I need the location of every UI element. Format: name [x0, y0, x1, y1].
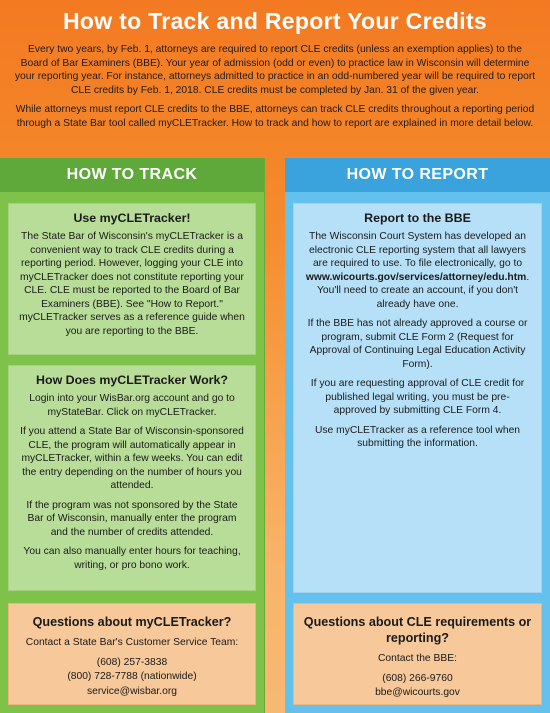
report-bbe-box — [293, 203, 542, 593]
how-tracker-p2: If you attend a State Bar of Wisconsin-sponsored CLE, the program will automatically appear in myCLETracker, within a few weeks. You can edit the entry depending on the number of hours you attended. — [20, 426, 244, 491]
report-heading: HOW TO REPORT — [285, 158, 550, 192]
tracker-questions-box — [8, 603, 256, 705]
use-tracker-text: The State Bar of Wisconsin's myCLETracker is a convenient way to track CLE credits during a reporting period. However, logging your CLE into myCLETracker does not constitute reporting your CLE. CLE must be reported to the Board of Bar Examiners (BBE). See "How to Report." myCLETracker serves as a reference guide when you are reporting to the BBE. — [19, 231, 245, 337]
report-bbe-p1 — [304, 230, 531, 311]
tracker-contact-line: Contact a State Bar's Customer Service Team: — [25, 637, 239, 648]
how-tracker-title: How Does myCLETracker Work? — [36, 373, 228, 387]
columns — [0, 158, 550, 713]
track-column — [0, 158, 265, 713]
use-tracker-title: Use myCLETracker! — [73, 211, 191, 225]
tracker-email[interactable]: service@wisbar.org — [87, 685, 177, 697]
report-bbe-p3: If you are requesting approval of CLE credit for published legal writing, you must be pre-approved by submitting CLE Form 4. — [310, 378, 525, 416]
track-heading: HOW TO TRACK — [0, 158, 264, 192]
report-contact-line: Contact the BBE: — [378, 653, 457, 664]
how-tracker-p3: If the program was not sponsored by the State Bar of Wisconsin, manually enter the program and the number of credits attended. — [26, 499, 238, 538]
report-bbe-p2: If the BBE has not already approved a course or program, submit CLE Form 2 (Request for Approval of Continuing Legal Education Activity Form). — [307, 318, 528, 370]
report-questions-box — [293, 603, 542, 705]
intro-paragraph-2: While attorneys must report CLE credits to the BBE, attorneys can track CLE credits throughout a reporting period through a State Bar tool called myCLETracker. How to track and how to report are explained in more detail below. — [15, 104, 535, 129]
use-tracker-box — [8, 203, 256, 355]
report-email[interactable]: bbe@wicourts.gov — [375, 687, 460, 698]
report-bbe-title: Report to the BBE — [364, 211, 471, 225]
header — [0, 0, 550, 131]
tracker-questions-title: Questions about myCLETracker? — [32, 615, 232, 629]
report-column — [285, 158, 550, 713]
how-tracker-p1: Login into your WisBar.org account and go to myStateBar. Click on myCLETracker. — [29, 393, 235, 418]
report-bbe-p4: Use myCLETracker as a reference tool when submitting the information. — [314, 424, 521, 449]
tracker-phone-2: (800) 728-7788 (nationwide) — [67, 671, 197, 682]
report-questions-title: Questions about CLE requirements or reporting? — [303, 615, 532, 645]
intro — [14, 43, 536, 131]
how-tracker-box — [8, 365, 256, 591]
how-tracker-p4: You can also manually enter hours for teaching, writing, or pro bono work. — [23, 546, 241, 571]
report-bbe-p1-a: The Wisconsin Court System has developed an electronic CLE reporting system that all lawyers are required to use. To file electronically, go to — [309, 231, 526, 269]
report-phone: (608) 266-9760 — [382, 672, 453, 684]
page-title: How to Track and Report Your Credits — [62, 8, 487, 34]
intro-paragraph-1: Every two years, by Feb. 1, attorneys are required to report CLE credits (unless an exemption applies) to the Board of Bar Examiners (BBE). Your year of admission (odd or even) to practice law in Wisconsin will determine your reporting year. For instance, attorneys admitted to practice in an odd-numbered year will be required to report CLE credits by Feb. 1, 2018. CLE credits must be completed by Jan. 31 of the given year. — [14, 44, 536, 96]
tracker-phone-1: (608) 257-3838 — [96, 656, 168, 668]
report-url-link[interactable]: www.wicourts.gov/services/attorney/edu.htm — [305, 271, 527, 283]
report-bbe-p1-b: . You'll need to create an account, if you don't already have one. — [316, 271, 530, 310]
